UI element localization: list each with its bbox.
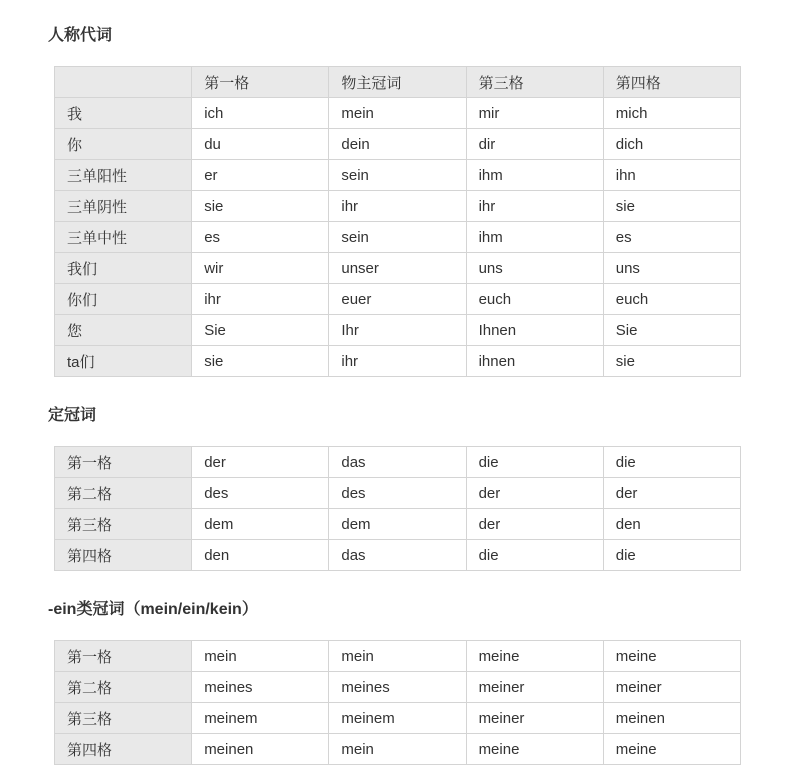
column-header: 物主冠词 [329,67,466,98]
table-cell: den [603,509,740,540]
table-cell: meine [603,641,740,672]
table-cell: dein [329,129,466,160]
table-cell: dem [192,509,329,540]
section-ein-articles [48,600,743,765]
table-cell: dem [329,509,466,540]
row-header: 第一格 [55,641,192,672]
table-cell: ihr [466,191,603,222]
table-cell: sie [603,346,740,377]
table-cell: es [603,222,740,253]
row-header: ta们 [55,346,192,377]
table-cell: mir [466,98,603,129]
table-cell: meines [192,672,329,703]
table-cell: Ihnen [466,315,603,346]
table-row [55,98,741,129]
table-row [55,540,741,571]
table-cell: meine [603,734,740,765]
table-cell: euch [466,284,603,315]
row-header: 三单中性 [55,222,192,253]
table-cell: Ihr [329,315,466,346]
table-cell: das [329,540,466,571]
table-row [55,672,741,703]
table-cell: meinen [603,703,740,734]
table-row [55,447,741,478]
table-cell: euch [603,284,740,315]
table-row [55,253,741,284]
row-header: 第四格 [55,734,192,765]
row-header: 你 [55,129,192,160]
table-cell: sie [192,191,329,222]
ein-articles-table [54,640,741,765]
table-cell: meiner [466,703,603,734]
table-cell: uns [466,253,603,284]
table-row [55,346,741,377]
row-header: 第三格 [55,509,192,540]
table-cell: mein [329,734,466,765]
table-row [55,315,741,346]
table-cell: ihm [466,222,603,253]
column-header: 第一格 [192,67,329,98]
table-row [55,509,741,540]
table-row [55,641,741,672]
section-personal-pronouns [48,26,743,377]
table-cell: der [603,478,740,509]
row-header: 您 [55,315,192,346]
table-cell: meinen [192,734,329,765]
row-header: 第二格 [55,478,192,509]
table-cell: euer [329,284,466,315]
table-cell: er [192,160,329,191]
table-cell: meine [466,641,603,672]
table-cell: mein [329,98,466,129]
table-cell: der [466,478,603,509]
table-cell: den [192,540,329,571]
column-header: 第四格 [603,67,740,98]
row-header: 你们 [55,284,192,315]
table-cell: ihr [192,284,329,315]
table-cell: meines [329,672,466,703]
section-title-ein-articles: -ein类冠词（mein/ein/kein） [48,601,258,618]
row-header: 第三格 [55,703,192,734]
table-row [55,734,741,765]
table-row [55,160,741,191]
table-cell: du [192,129,329,160]
header-row [55,67,741,98]
section-title-definite-articles: 定冠词 [48,407,97,424]
table-row [55,222,741,253]
table-cell: sie [192,346,329,377]
table-cell: meinem [329,703,466,734]
table-cell: ihm [466,160,603,191]
column-header: 第三格 [466,67,603,98]
table-cell: dich [603,129,740,160]
table-cell: ihr [329,191,466,222]
table-cell: dir [466,129,603,160]
table-cell: meinem [192,703,329,734]
section-title-personal-pronouns: 人称代词 [48,27,113,44]
table-cell: des [192,478,329,509]
table-cell: mein [192,641,329,672]
table-row [55,191,741,222]
table-cell: es [192,222,329,253]
table-cell: Sie [603,315,740,346]
table-row [55,284,741,315]
definite-articles-table [54,446,741,571]
personal-pronouns-table [54,66,741,377]
row-header: 第四格 [55,540,192,571]
table-cell: ihr [329,346,466,377]
table-cell: mich [603,98,740,129]
row-header: 我 [55,98,192,129]
table-cell: des [329,478,466,509]
table-cell: ich [192,98,329,129]
table-cell: die [466,540,603,571]
table-cell: ihn [603,160,740,191]
row-header: 我们 [55,253,192,284]
table-cell: sein [329,160,466,191]
corner-cell [55,67,192,98]
table-cell: mein [329,641,466,672]
table-cell: der [192,447,329,478]
table-cell: das [329,447,466,478]
row-header: 第一格 [55,447,192,478]
table-cell: meine [466,734,603,765]
row-header: 三单阳性 [55,160,192,191]
table-cell: wir [192,253,329,284]
table-cell: sie [603,191,740,222]
row-header: 三单阴性 [55,191,192,222]
table-cell: die [603,447,740,478]
row-header: 第二格 [55,672,192,703]
table-cell: meiner [466,672,603,703]
table-row [55,129,741,160]
table-cell: uns [603,253,740,284]
table-cell: sein [329,222,466,253]
section-definite-articles [48,406,743,571]
table-cell: die [466,447,603,478]
table-cell: unser [329,253,466,284]
table-row [55,478,741,509]
table-cell: Sie [192,315,329,346]
table-cell: die [603,540,740,571]
table-cell: meiner [603,672,740,703]
table-row [55,703,741,734]
table-cell: ihnen [466,346,603,377]
table-cell: der [466,509,603,540]
